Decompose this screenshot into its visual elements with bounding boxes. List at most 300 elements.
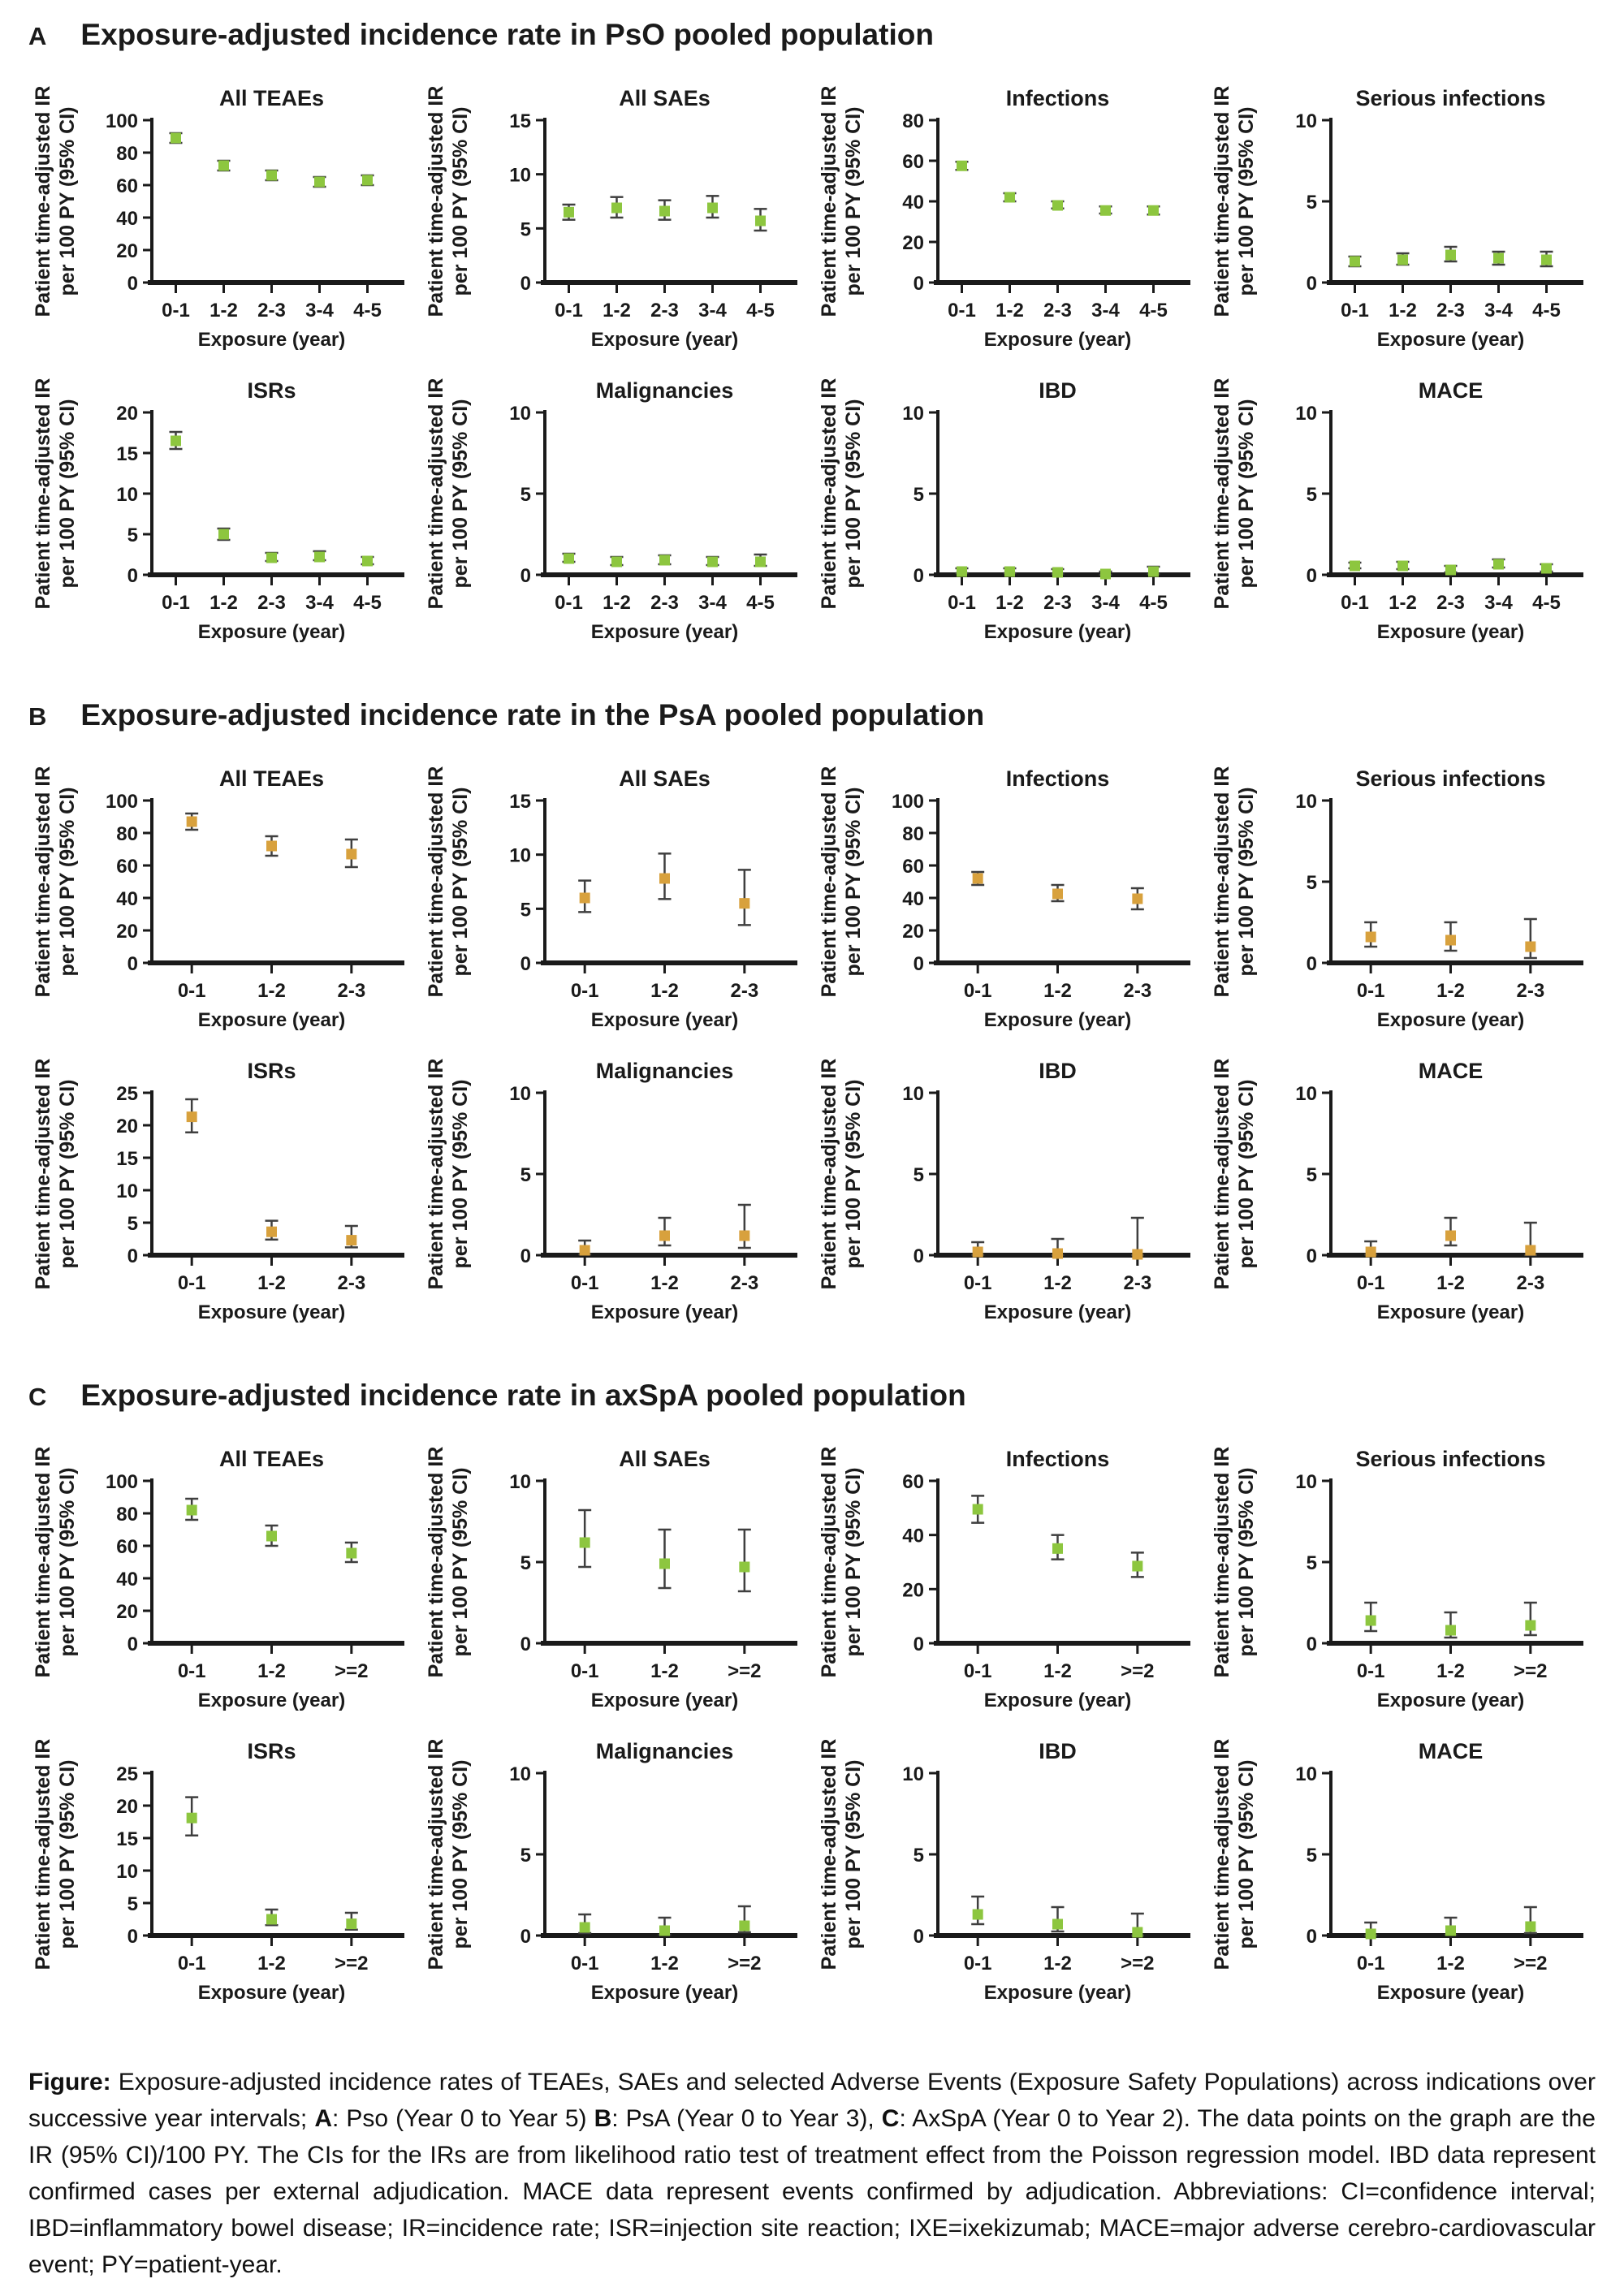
svg-text:15: 15 — [509, 110, 531, 132]
svg-text:1-2: 1-2 — [996, 592, 1024, 614]
chart-infections — [814, 763, 1206, 1034]
chart-malignancies — [421, 375, 813, 646]
chart-canvas — [1207, 83, 1599, 354]
svg-text:40: 40 — [116, 208, 138, 230]
data-point-marker — [659, 874, 670, 884]
svg-text:80: 80 — [902, 823, 924, 845]
svg-text:0: 0 — [913, 1634, 924, 1655]
svg-text:0-1: 0-1 — [555, 592, 583, 614]
svg-text:Infections: Infections — [1005, 766, 1110, 791]
svg-text:>=2: >=2 — [1514, 1660, 1548, 1682]
svg-text:1-2: 1-2 — [650, 1953, 679, 1974]
data-point-marker — [171, 436, 181, 447]
svg-text:per 100 PY (95% CI): per 100 PY (95% CI) — [842, 1079, 865, 1269]
svg-text:0: 0 — [913, 953, 924, 975]
svg-text:40: 40 — [116, 1569, 138, 1590]
data-point-marker — [362, 175, 373, 186]
chart-canvas — [1207, 763, 1599, 1034]
svg-text:1-2: 1-2 — [650, 980, 679, 1002]
svg-text:10: 10 — [509, 1763, 531, 1785]
svg-text:per 100 PY (95% CI): per 100 PY (95% CI) — [449, 1467, 472, 1657]
svg-text:0: 0 — [127, 1634, 138, 1655]
svg-text:0: 0 — [520, 565, 531, 587]
svg-text:4-5: 4-5 — [1532, 592, 1561, 614]
data-point-marker — [957, 161, 967, 171]
svg-text:0-1: 0-1 — [948, 300, 976, 322]
data-point-marker — [611, 203, 622, 214]
svg-text:Patient time-adjusted IR: Patient time-adjusted IR — [425, 1738, 447, 1970]
svg-text:per 100 PY (95% CI): per 100 PY (95% CI) — [56, 1467, 79, 1657]
svg-text:60: 60 — [116, 175, 138, 197]
data-point-marker — [580, 1923, 590, 1933]
svg-text:Serious infections: Serious infections — [1355, 86, 1546, 110]
svg-text:1-2: 1-2 — [1436, 1660, 1465, 1682]
svg-text:per 100 PY (95% CI): per 100 PY (95% CI) — [449, 106, 472, 296]
data-point-marker — [1366, 1247, 1376, 1258]
svg-text:Exposure (year): Exposure (year) — [197, 621, 346, 643]
svg-text:10: 10 — [902, 1763, 924, 1785]
svg-text:2-3: 2-3 — [337, 1272, 366, 1294]
svg-text:All SAEs: All SAEs — [619, 86, 710, 110]
svg-text:Exposure (year): Exposure (year) — [983, 1301, 1132, 1323]
svg-text:5: 5 — [913, 484, 924, 506]
svg-text:5: 5 — [127, 1213, 138, 1235]
svg-text:2-3: 2-3 — [257, 592, 286, 614]
chart-canvas — [1207, 1736, 1599, 2007]
svg-text:20: 20 — [902, 1579, 924, 1602]
svg-text:1-2: 1-2 — [257, 980, 286, 1002]
svg-text:0-1: 0-1 — [963, 1272, 992, 1294]
svg-text:5: 5 — [520, 899, 531, 921]
svg-text:2-3: 2-3 — [650, 592, 679, 614]
panel-c-chart-grid — [28, 1444, 1596, 2007]
data-point-marker — [564, 207, 574, 218]
svg-text:80: 80 — [116, 143, 138, 165]
svg-text:10: 10 — [509, 403, 531, 425]
svg-text:1-2: 1-2 — [650, 1660, 679, 1682]
chart-canvas — [28, 1444, 420, 1715]
svg-text:25: 25 — [116, 1763, 138, 1785]
svg-text:2-3: 2-3 — [1043, 300, 1072, 322]
svg-text:2-3: 2-3 — [1436, 300, 1465, 322]
svg-text:10: 10 — [1295, 791, 1317, 813]
data-point-marker — [973, 1504, 983, 1515]
data-point-marker — [973, 1247, 983, 1258]
data-point-marker — [1445, 565, 1456, 576]
svg-text:All TEAEs: All TEAEs — [218, 1447, 325, 1471]
svg-text:per 100 PY (95% CI): per 100 PY (95% CI) — [842, 1759, 865, 1949]
svg-text:>=2: >=2 — [1121, 1660, 1155, 1682]
panel-a-letter: A — [28, 22, 47, 50]
svg-text:1-2: 1-2 — [603, 300, 631, 322]
svg-text:0: 0 — [520, 273, 531, 295]
data-point-marker — [580, 893, 590, 904]
svg-text:Serious infections: Serious infections — [1355, 766, 1546, 791]
chart-canvas — [421, 763, 813, 1034]
svg-text:100: 100 — [105, 791, 138, 813]
data-point-marker — [973, 1910, 983, 1920]
data-point-marker — [1525, 1621, 1535, 1631]
svg-text:10: 10 — [1295, 403, 1317, 425]
data-point-marker — [659, 555, 670, 566]
data-point-marker — [580, 1538, 590, 1548]
svg-text:Patient time-adjusted IR: Patient time-adjusted IR — [425, 766, 447, 998]
svg-text:3-4: 3-4 — [305, 300, 334, 322]
data-point-marker — [739, 1921, 749, 1931]
svg-text:0-1: 0-1 — [963, 980, 992, 1002]
svg-text:20: 20 — [902, 232, 924, 254]
svg-text:per 100 PY (95% CI): per 100 PY (95% CI) — [56, 787, 79, 977]
svg-text:2-3: 2-3 — [1436, 592, 1465, 614]
svg-text:40: 40 — [902, 192, 924, 214]
data-point-marker — [1004, 567, 1015, 577]
chart-malignancies — [421, 1055, 813, 1327]
svg-text:All SAEs: All SAEs — [619, 766, 710, 791]
svg-text:1-2: 1-2 — [257, 1953, 286, 1974]
svg-text:All SAEs: All SAEs — [619, 1447, 710, 1471]
svg-text:0: 0 — [520, 1926, 531, 1948]
svg-text:Patient time-adjusted IR: Patient time-adjusted IR — [818, 1738, 840, 1970]
svg-text:20: 20 — [116, 921, 138, 943]
svg-text:per 100 PY (95% CI): per 100 PY (95% CI) — [56, 399, 79, 589]
data-point-marker — [346, 1235, 356, 1245]
svg-text:5: 5 — [520, 1845, 531, 1867]
data-point-marker — [739, 898, 749, 908]
chart-canvas — [814, 1444, 1206, 1715]
svg-text:2-3: 2-3 — [730, 980, 759, 1002]
chart-all-saes — [421, 1444, 813, 1715]
chart-ibd — [814, 1055, 1206, 1327]
svg-text:3-4: 3-4 — [1091, 300, 1120, 322]
svg-text:per 100 PY (95% CI): per 100 PY (95% CI) — [1235, 1079, 1258, 1269]
svg-text:20: 20 — [116, 403, 138, 425]
svg-text:1-2: 1-2 — [996, 300, 1024, 322]
svg-text:0-1: 0-1 — [963, 1953, 992, 1974]
svg-text:Exposure (year): Exposure (year) — [983, 1009, 1132, 1031]
data-point-marker — [346, 1548, 356, 1559]
svg-text:MACE: MACE — [1418, 1739, 1484, 1763]
chart-canvas — [814, 1055, 1206, 1327]
svg-text:IBD: IBD — [1039, 1739, 1077, 1763]
caption-segment: : PsA (Year 0 to Year 3), — [611, 2105, 882, 2132]
svg-text:0: 0 — [520, 1245, 531, 1267]
svg-text:5: 5 — [520, 1552, 531, 1574]
caption-segment: : AxSpA (Year 0 to Year 2). The data points on the graph are the IR (95% CI)/100 PY. The CIs for the IRs are from likelihood ratio test of treatment effect from the Poisson regression model. IBD data represent confirmed cases per external adjudication. MACE data represent events confirmed by adjudication. Abbreviations: CI=confidence interval; IBD=inflammatory bowel disease; IR=incidence rate; ISR=injection site reaction; IXE=ixekizumab; MACE=major adverse cerebro-cardiovascular event; PY=patient-year. — [28, 2105, 1596, 2278]
svg-text:15: 15 — [509, 791, 531, 813]
svg-text:0-1: 0-1 — [177, 1660, 206, 1682]
data-point-marker — [266, 841, 277, 852]
svg-text:40: 40 — [902, 1525, 924, 1547]
svg-text:1-2: 1-2 — [1436, 1953, 1465, 1974]
svg-text:MACE: MACE — [1418, 378, 1484, 403]
data-point-marker — [659, 1231, 670, 1241]
svg-text:2-3: 2-3 — [1123, 980, 1152, 1002]
data-point-marker — [1052, 568, 1063, 578]
svg-text:15: 15 — [116, 443, 138, 465]
svg-text:0-1: 0-1 — [1356, 1272, 1385, 1294]
svg-text:60: 60 — [116, 1536, 138, 1558]
data-point-marker — [171, 133, 181, 144]
svg-text:0-1: 0-1 — [1356, 1660, 1385, 1682]
chart-serious-infections — [1207, 1444, 1599, 1715]
svg-text:3-4: 3-4 — [1484, 300, 1513, 322]
svg-text:per 100 PY (95% CI): per 100 PY (95% CI) — [1235, 1467, 1258, 1657]
svg-text:10: 10 — [1295, 1763, 1317, 1785]
svg-text:>=2: >=2 — [335, 1660, 369, 1682]
svg-text:>=2: >=2 — [1121, 1953, 1155, 1974]
svg-text:Exposure (year): Exposure (year) — [983, 621, 1132, 643]
chart-canvas — [814, 375, 1206, 646]
svg-text:0: 0 — [913, 273, 924, 295]
data-point-marker — [564, 554, 574, 564]
chart-canvas — [814, 763, 1206, 1034]
svg-text:1-2: 1-2 — [1389, 300, 1417, 322]
svg-text:0-1: 0-1 — [1356, 1953, 1385, 1974]
data-point-marker — [707, 557, 718, 568]
svg-text:>=2: >=2 — [728, 1660, 762, 1682]
data-point-marker — [1366, 1616, 1376, 1626]
chart-isrs — [28, 375, 420, 646]
data-point-marker — [739, 1562, 749, 1573]
svg-text:3-4: 3-4 — [1484, 592, 1513, 614]
svg-text:0-1: 0-1 — [162, 300, 190, 322]
svg-text:10: 10 — [1295, 1083, 1317, 1105]
caption-segment: A — [314, 2105, 332, 2132]
data-point-marker — [1052, 1249, 1063, 1259]
svg-text:>=2: >=2 — [1514, 1953, 1548, 1974]
panel-b-header — [28, 698, 1596, 732]
svg-text:Patient time-adjusted IR: Patient time-adjusted IR — [1211, 85, 1233, 317]
svg-text:1-2: 1-2 — [1389, 592, 1417, 614]
svg-text:1-2: 1-2 — [603, 592, 631, 614]
svg-text:4-5: 4-5 — [1139, 592, 1168, 614]
svg-text:Patient time-adjusted IR: Patient time-adjusted IR — [818, 85, 840, 317]
svg-text:5: 5 — [1306, 1164, 1317, 1186]
panel-a-chart-grid — [28, 83, 1596, 646]
svg-text:Patient time-adjusted IR: Patient time-adjusted IR — [32, 378, 54, 610]
chart-all-saes — [421, 83, 813, 354]
svg-text:0-1: 0-1 — [1341, 300, 1369, 322]
svg-text:5: 5 — [520, 1164, 531, 1186]
svg-text:0-1: 0-1 — [570, 1953, 599, 1974]
data-point-marker — [1397, 255, 1408, 265]
svg-text:Exposure (year): Exposure (year) — [1376, 329, 1525, 351]
data-point-marker — [1350, 561, 1360, 572]
svg-text:5: 5 — [1306, 872, 1317, 894]
data-point-marker — [1366, 1929, 1376, 1940]
svg-text:0-1: 0-1 — [948, 592, 976, 614]
chart-all-teaes — [28, 763, 420, 1034]
svg-text:1-2: 1-2 — [1436, 980, 1465, 1002]
chart-canvas — [28, 763, 420, 1034]
svg-text:4-5: 4-5 — [353, 300, 382, 322]
svg-text:0: 0 — [127, 1926, 138, 1948]
svg-text:MACE: MACE — [1418, 1059, 1484, 1083]
svg-text:>=2: >=2 — [335, 1953, 369, 1974]
chart-canvas — [421, 375, 813, 646]
svg-text:10: 10 — [509, 164, 531, 187]
svg-text:0: 0 — [1306, 1634, 1317, 1655]
data-point-marker — [1366, 932, 1376, 943]
svg-text:IBD: IBD — [1039, 378, 1077, 403]
svg-text:per 100 PY (95% CI): per 100 PY (95% CI) — [1235, 106, 1258, 296]
svg-text:5: 5 — [913, 1845, 924, 1867]
svg-text:0: 0 — [913, 1245, 924, 1267]
svg-text:1-2: 1-2 — [209, 592, 238, 614]
svg-text:per 100 PY (95% CI): per 100 PY (95% CI) — [842, 787, 865, 977]
svg-text:per 100 PY (95% CI): per 100 PY (95% CI) — [56, 106, 79, 296]
svg-text:Malignancies: Malignancies — [595, 1059, 734, 1083]
chart-canvas — [1207, 1444, 1599, 1715]
svg-text:4-5: 4-5 — [353, 592, 382, 614]
svg-text:2-3: 2-3 — [650, 300, 679, 322]
svg-text:2-3: 2-3 — [257, 300, 286, 322]
svg-text:80: 80 — [116, 1504, 138, 1526]
chart-serious-infections — [1207, 83, 1599, 354]
data-point-marker — [957, 567, 967, 577]
svg-text:1-2: 1-2 — [1043, 1660, 1072, 1682]
svg-text:0-1: 0-1 — [1356, 980, 1385, 1002]
svg-text:100: 100 — [105, 110, 138, 132]
data-point-marker — [187, 817, 197, 827]
chart-ibd — [814, 375, 1206, 646]
chart-canvas — [814, 1736, 1206, 2007]
svg-text:15: 15 — [116, 1828, 138, 1850]
data-point-marker — [1052, 201, 1063, 211]
svg-text:10: 10 — [509, 844, 531, 867]
data-point-marker — [1445, 1625, 1456, 1636]
svg-text:Infections: Infections — [1005, 1447, 1110, 1471]
caption-segment: Figure: — [28, 2069, 111, 2095]
svg-text:0: 0 — [127, 273, 138, 295]
figure-caption — [28, 2064, 1596, 2283]
svg-text:Patient time-adjusted IR: Patient time-adjusted IR — [818, 378, 840, 610]
panel-a-header — [28, 18, 1596, 52]
svg-text:100: 100 — [105, 1471, 138, 1493]
svg-text:5: 5 — [127, 1893, 138, 1915]
data-point-marker — [1132, 1249, 1142, 1260]
svg-text:Infections: Infections — [1005, 86, 1110, 110]
svg-text:0: 0 — [913, 565, 924, 587]
svg-text:IBD: IBD — [1039, 1059, 1077, 1083]
svg-text:0: 0 — [520, 1634, 531, 1655]
svg-text:10: 10 — [902, 403, 924, 425]
svg-text:per 100 PY (95% CI): per 100 PY (95% CI) — [56, 1759, 79, 1949]
svg-text:5: 5 — [520, 484, 531, 506]
svg-text:2-3: 2-3 — [730, 1272, 759, 1294]
svg-text:2-3: 2-3 — [1123, 1272, 1152, 1294]
data-point-marker — [1541, 255, 1552, 265]
chart-all-teaes — [28, 1444, 420, 1715]
data-point-marker — [266, 1227, 277, 1237]
data-point-marker — [218, 161, 229, 171]
svg-text:All TEAEs: All TEAEs — [218, 86, 325, 110]
data-point-marker — [187, 1111, 197, 1122]
svg-text:10: 10 — [116, 484, 138, 506]
svg-text:0-1: 0-1 — [177, 1953, 206, 1974]
svg-text:Patient time-adjusted IR: Patient time-adjusted IR — [32, 1738, 54, 1970]
svg-text:0: 0 — [1306, 273, 1317, 295]
data-point-marker — [1132, 1927, 1142, 1938]
svg-text:Patient time-adjusted IR: Patient time-adjusted IR — [425, 1058, 447, 1290]
panel-b — [28, 698, 1596, 1327]
data-point-marker — [659, 1926, 670, 1936]
data-point-marker — [1100, 569, 1111, 580]
svg-text:10: 10 — [116, 1861, 138, 1883]
svg-text:ISRs: ISRs — [247, 1739, 296, 1763]
svg-text:60: 60 — [902, 151, 924, 173]
svg-text:5: 5 — [1306, 192, 1317, 214]
svg-text:10: 10 — [1295, 1471, 1317, 1493]
svg-text:per 100 PY (95% CI): per 100 PY (95% CI) — [842, 106, 865, 296]
chart-mace — [1207, 1055, 1599, 1327]
chart-canvas — [814, 83, 1206, 354]
svg-text:15: 15 — [116, 1148, 138, 1170]
chart-serious-infections — [1207, 763, 1599, 1034]
svg-text:60: 60 — [902, 1471, 924, 1493]
panel-c-header — [28, 1379, 1596, 1413]
svg-text:0-1: 0-1 — [177, 980, 206, 1002]
svg-text:60: 60 — [902, 856, 924, 878]
caption-segment: : Pso (Year 0 to Year 5) — [332, 2105, 594, 2132]
svg-text:per 100 PY (95% CI): per 100 PY (95% CI) — [449, 1759, 472, 1949]
chart-canvas — [28, 1736, 420, 2007]
svg-text:Exposure (year): Exposure (year) — [983, 1690, 1132, 1711]
svg-text:80: 80 — [902, 110, 924, 132]
chart-canvas — [421, 1055, 813, 1327]
data-point-marker — [659, 206, 670, 217]
svg-text:4-5: 4-5 — [1532, 300, 1561, 322]
data-point-marker — [1132, 894, 1142, 904]
svg-text:Exposure (year): Exposure (year) — [1376, 621, 1525, 643]
svg-text:Exposure (year): Exposure (year) — [983, 329, 1132, 351]
chart-all-teaes — [28, 83, 420, 354]
svg-text:20: 20 — [116, 1601, 138, 1623]
data-point-marker — [707, 203, 718, 214]
svg-text:Patient time-adjusted IR: Patient time-adjusted IR — [1211, 1446, 1233, 1678]
data-point-marker — [346, 849, 356, 860]
svg-text:Patient time-adjusted IR: Patient time-adjusted IR — [32, 766, 54, 998]
data-point-marker — [266, 170, 277, 181]
svg-text:5: 5 — [1306, 1845, 1317, 1867]
svg-text:10: 10 — [1295, 110, 1317, 132]
svg-text:3-4: 3-4 — [1091, 592, 1120, 614]
data-point-marker — [1004, 192, 1015, 203]
svg-text:0-1: 0-1 — [570, 1660, 599, 1682]
svg-text:Patient time-adjusted IR: Patient time-adjusted IR — [32, 85, 54, 317]
data-point-marker — [611, 557, 622, 568]
svg-text:100: 100 — [891, 791, 924, 813]
svg-text:0: 0 — [520, 953, 531, 975]
svg-text:20: 20 — [116, 240, 138, 262]
svg-text:4-5: 4-5 — [746, 592, 775, 614]
chart-isrs — [28, 1055, 420, 1327]
svg-text:Patient time-adjusted IR: Patient time-adjusted IR — [1211, 378, 1233, 610]
data-point-marker — [755, 216, 766, 227]
svg-text:40: 40 — [902, 888, 924, 910]
data-point-marker — [755, 557, 766, 568]
data-point-marker — [1525, 942, 1535, 952]
svg-text:Patient time-adjusted IR: Patient time-adjusted IR — [818, 1058, 840, 1290]
svg-text:10: 10 — [902, 1083, 924, 1105]
data-point-marker — [739, 1231, 749, 1241]
svg-text:Exposure (year): Exposure (year) — [590, 1301, 739, 1323]
svg-text:ISRs: ISRs — [247, 1059, 296, 1083]
chart-ibd — [814, 1736, 1206, 2007]
chart-canvas — [28, 1055, 420, 1327]
svg-text:4-5: 4-5 — [1139, 300, 1168, 322]
svg-text:60: 60 — [116, 856, 138, 878]
